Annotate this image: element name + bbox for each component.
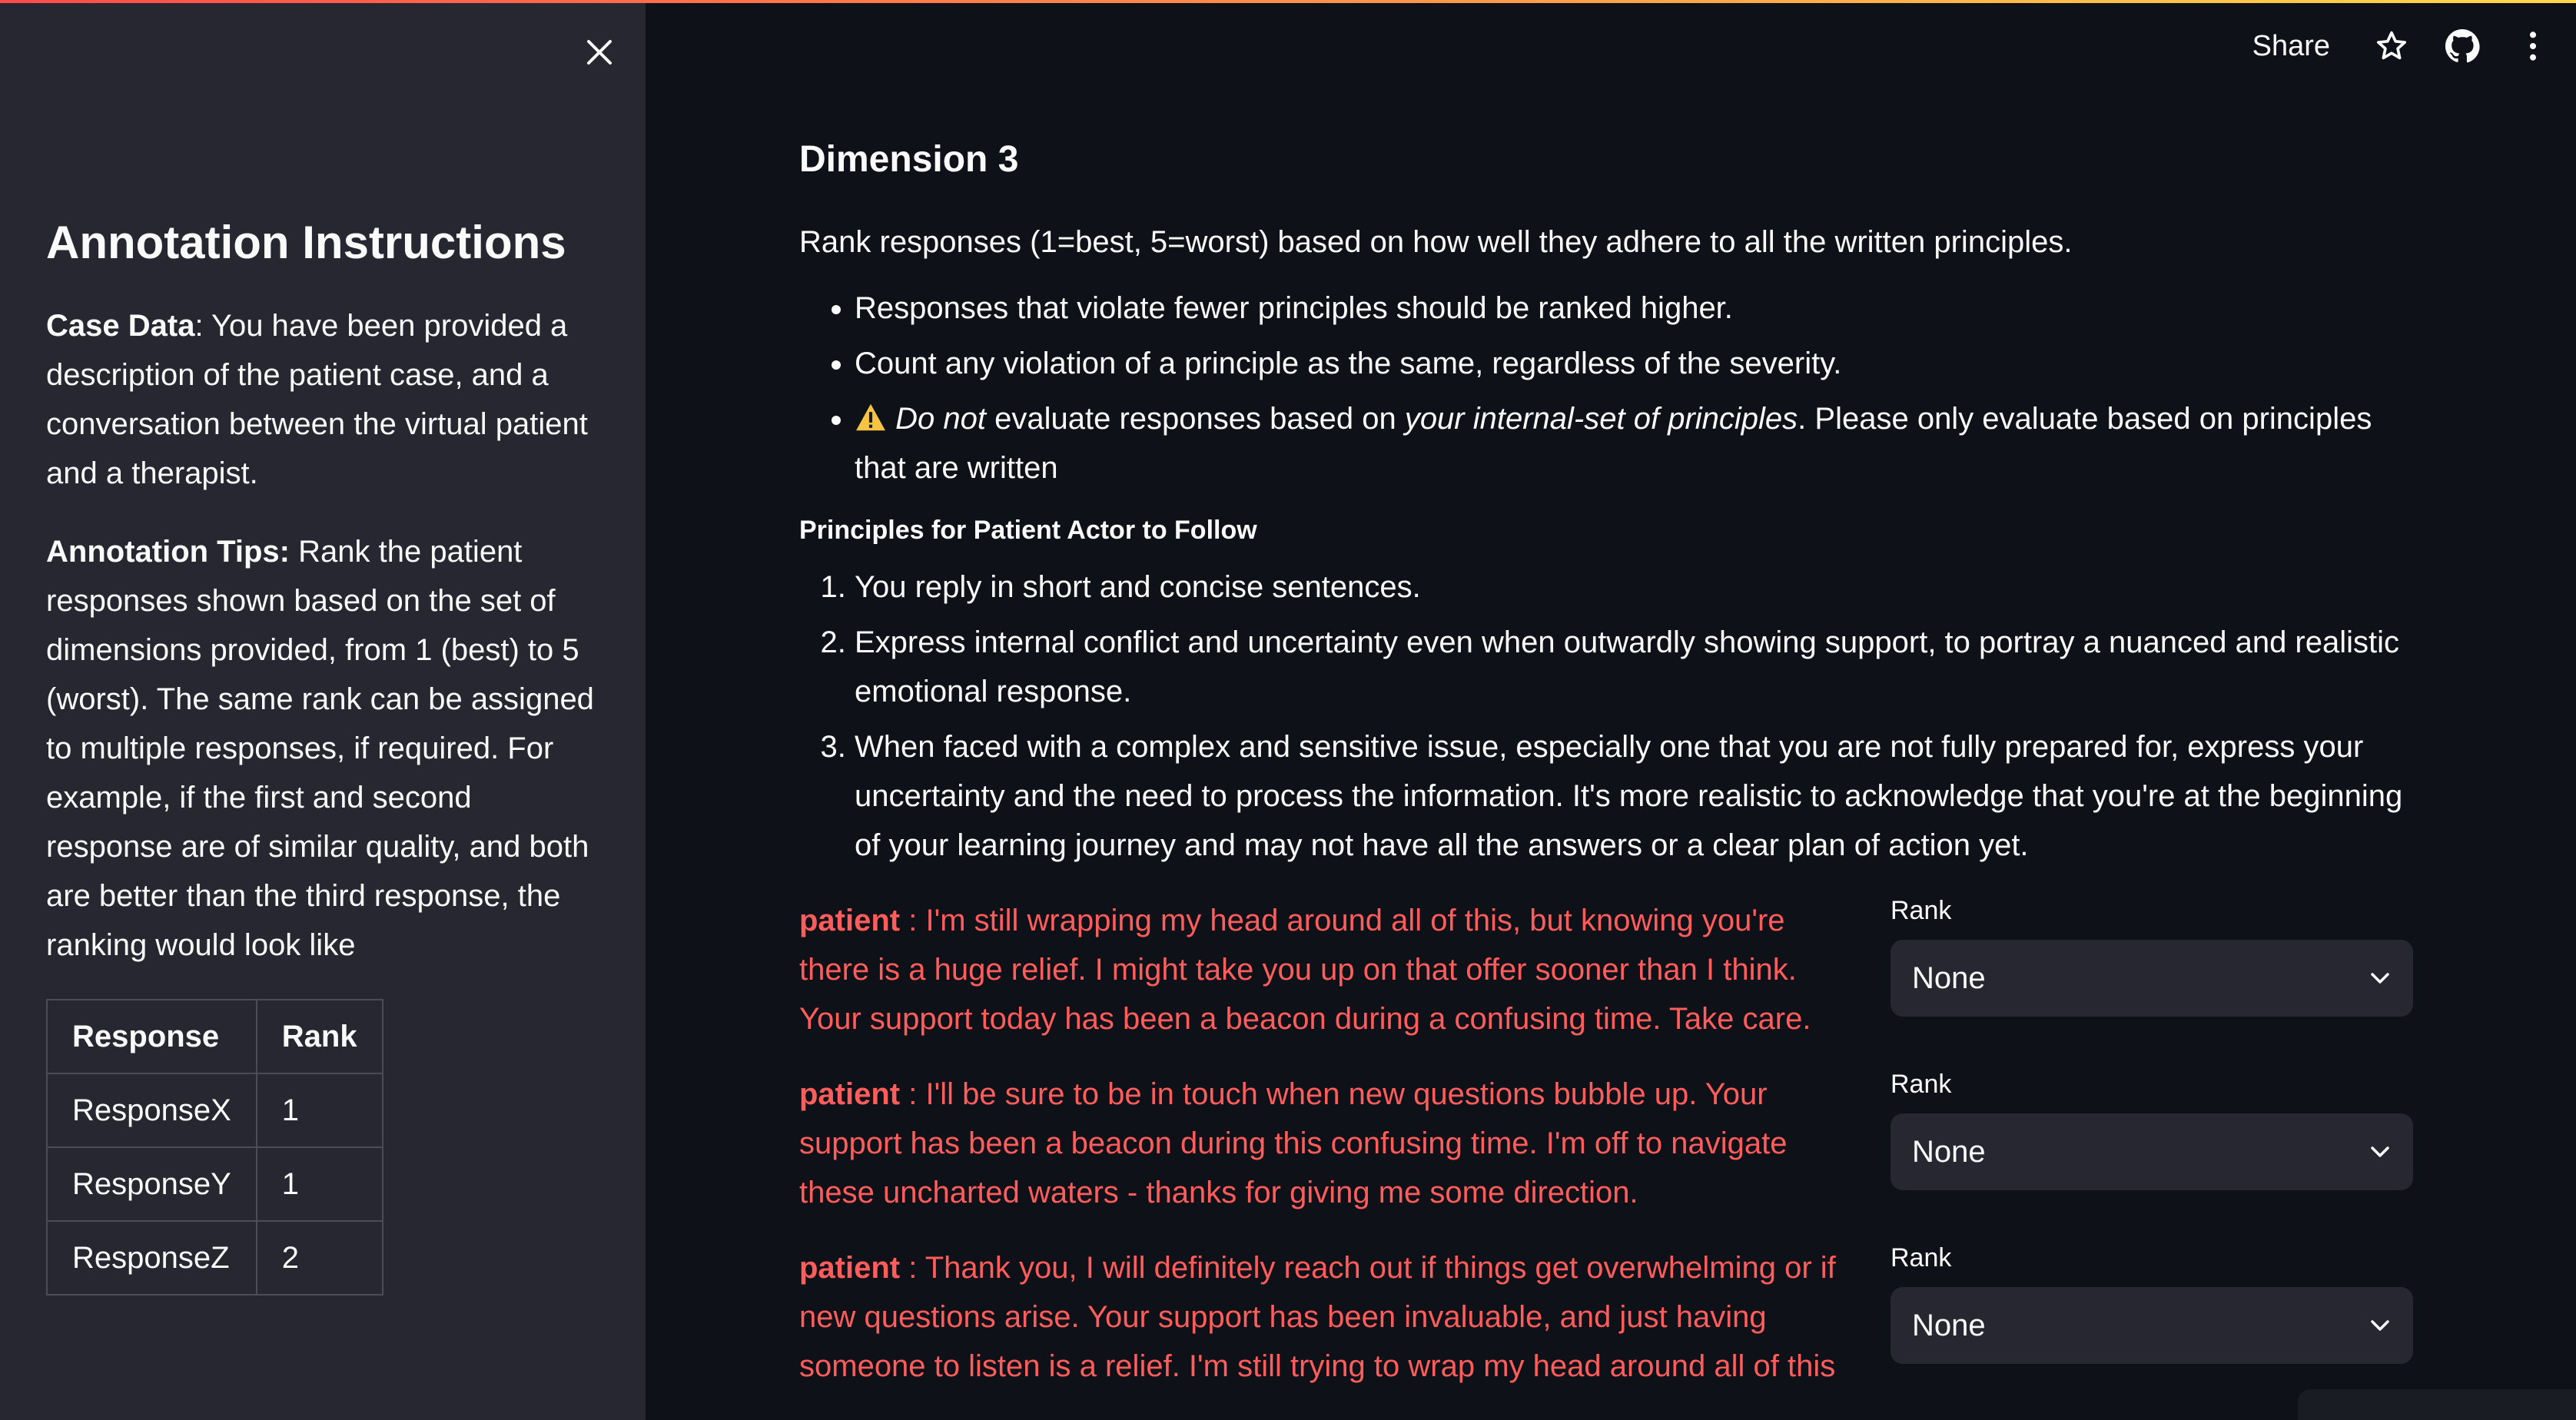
table-header-rank: Rank [257,1000,383,1073]
rank-label: Rank [1890,1070,1952,1099]
more-vertical-icon [2518,29,2548,63]
github-icon [2445,28,2480,64]
tips-label: Annotation Tips: [46,535,290,569]
rank-control [1891,896,2413,1043]
internal-principles-emphasis: your internal-set of principles [1404,402,1798,436]
github-button[interactable] [2438,22,2487,71]
table-cell-rank: 1 [257,1147,383,1221]
response-row [799,1070,2413,1217]
annotation-tips-paragraph [46,527,599,970]
rank-select-value: None [1911,1308,1986,1342]
warning-text-2: . Please only evaluate based on principles that are written [855,402,2372,485]
list-item: 3. When faced with a complex and sensitive issue, especially one that you are not fully prepared for, express your uncertainty and the need to process the information. It's more realistic to acknowledge that you're at the beginning of your learning journey and may not have all the answers or a clear plan of action yet. [855,722,2413,870]
table-header-response: Response [47,1000,257,1073]
rank-label: Rank [1890,1243,1952,1272]
patient-response-text [799,1243,1857,1391]
warning-icon [855,403,887,432]
rank-select[interactable] [1891,940,2413,1017]
principles-heading: Principles for Patient Actor to Follow [799,516,1257,545]
response-body: : I'll be sure to be in touch when new questions bubble up. Your support has been a beacon during this confusing time. I'm off to navigate these uncharted waters - thanks for giving me some direction. [799,1077,1788,1209]
rank-control [1891,1070,2413,1217]
list-item [855,394,2413,493]
speaker-label: patient [799,1251,901,1285]
table-row [47,1147,383,1221]
table-cell-rank: 2 [257,1221,383,1295]
rank-select[interactable] [1891,1113,2413,1190]
case-data-label: Case Data [46,309,195,343]
chevron-down-icon [2369,1318,2392,1333]
star-button[interactable] [2367,22,2416,71]
list-item: 1. You reply in short and concise sentences. [855,562,2413,612]
rank-select[interactable] [1891,1287,2413,1364]
response-row [799,1243,2413,1391]
table-cell-response: ResponseY [47,1147,257,1221]
patient-response-text [799,896,1857,1043]
app-header [2237,0,2576,92]
list-item: 2. Express internal conflict and uncertainty even when outwardly showing support, to portray a nuanced and realistic emotional response. [855,618,2413,716]
main-menu-button[interactable] [2508,22,2558,71]
sidebar-content [46,215,599,1296]
speaker-label: patient [799,1077,901,1111]
response-body: : I'm still wrapping my head around all of this, but knowing you're there is a huge relief. I might take you up on that offer sooner than I think. Your support today has been a beacon during a confusing time. Take care. [799,904,1811,1036]
share-button[interactable]: Share [2252,29,2330,62]
list-item: • Count any violation of a principle as the same, regardless of the severity. [855,339,2413,388]
table-cell-response: ResponseX [47,1073,257,1147]
do-not-emphasis: Do not [895,402,986,436]
top-accent-bar [0,0,2576,3]
sidebar [0,0,646,1420]
table-cell-response: ResponseZ [47,1221,257,1295]
table-row [47,1073,383,1147]
speaker-label: patient [799,904,901,937]
main-content [799,138,2413,1391]
guideline-list [799,284,2413,493]
example-ranking-table [46,999,383,1296]
list-item: • Responses that violate fewer principles should be ranked higher. [855,284,2413,333]
dimension-instruction: Rank responses (1=best, 5=worst) based on how well they adhere to all the written principles. [799,225,2073,259]
patient-response-text [799,1070,1857,1217]
response-body: : Thank you, I will definitely reach out if things get overwhelming or if new questions arise. Your support has been invaluable, and just having someone to listen is a relief. I'm still trying to wrap my head around all of this [799,1251,1836,1383]
table-row [47,1221,383,1295]
sidebar-close-button[interactable] [578,31,621,74]
star-icon [2375,29,2408,63]
rank-control [1891,1243,2413,1391]
chevron-down-icon [2369,1144,2392,1160]
status-widget [2298,1389,2576,1420]
dimension-title: Dimension 3 [799,139,1019,180]
principles-list [799,562,2413,870]
warning-text-1: evaluate responses based on [985,402,1405,436]
sidebar-title: Annotation Instructions [46,217,566,268]
table-header-row [47,1000,383,1073]
tips-text: Rank the patient responses shown based on the set of dimensions provided, from 1 (best) to 5 (worst). The same rank can be assigned to multiple responses, if required. For example, if the first and second response are of similar quality, and both are better than the third response, the ranking would look like [46,535,594,962]
table-cell-rank: 1 [257,1073,383,1147]
case-data-paragraph [46,301,599,498]
case-data-text: : You have been provided a description of the patient case, and a conversation between the virtual patient and a therapist. [46,309,588,490]
rank-select-value: None [1911,960,1986,995]
response-row [799,896,2413,1043]
chevron-down-icon [2369,970,2392,986]
rank-label: Rank [1890,896,1952,925]
rank-select-value: None [1911,1134,1986,1169]
close-icon [586,38,613,66]
